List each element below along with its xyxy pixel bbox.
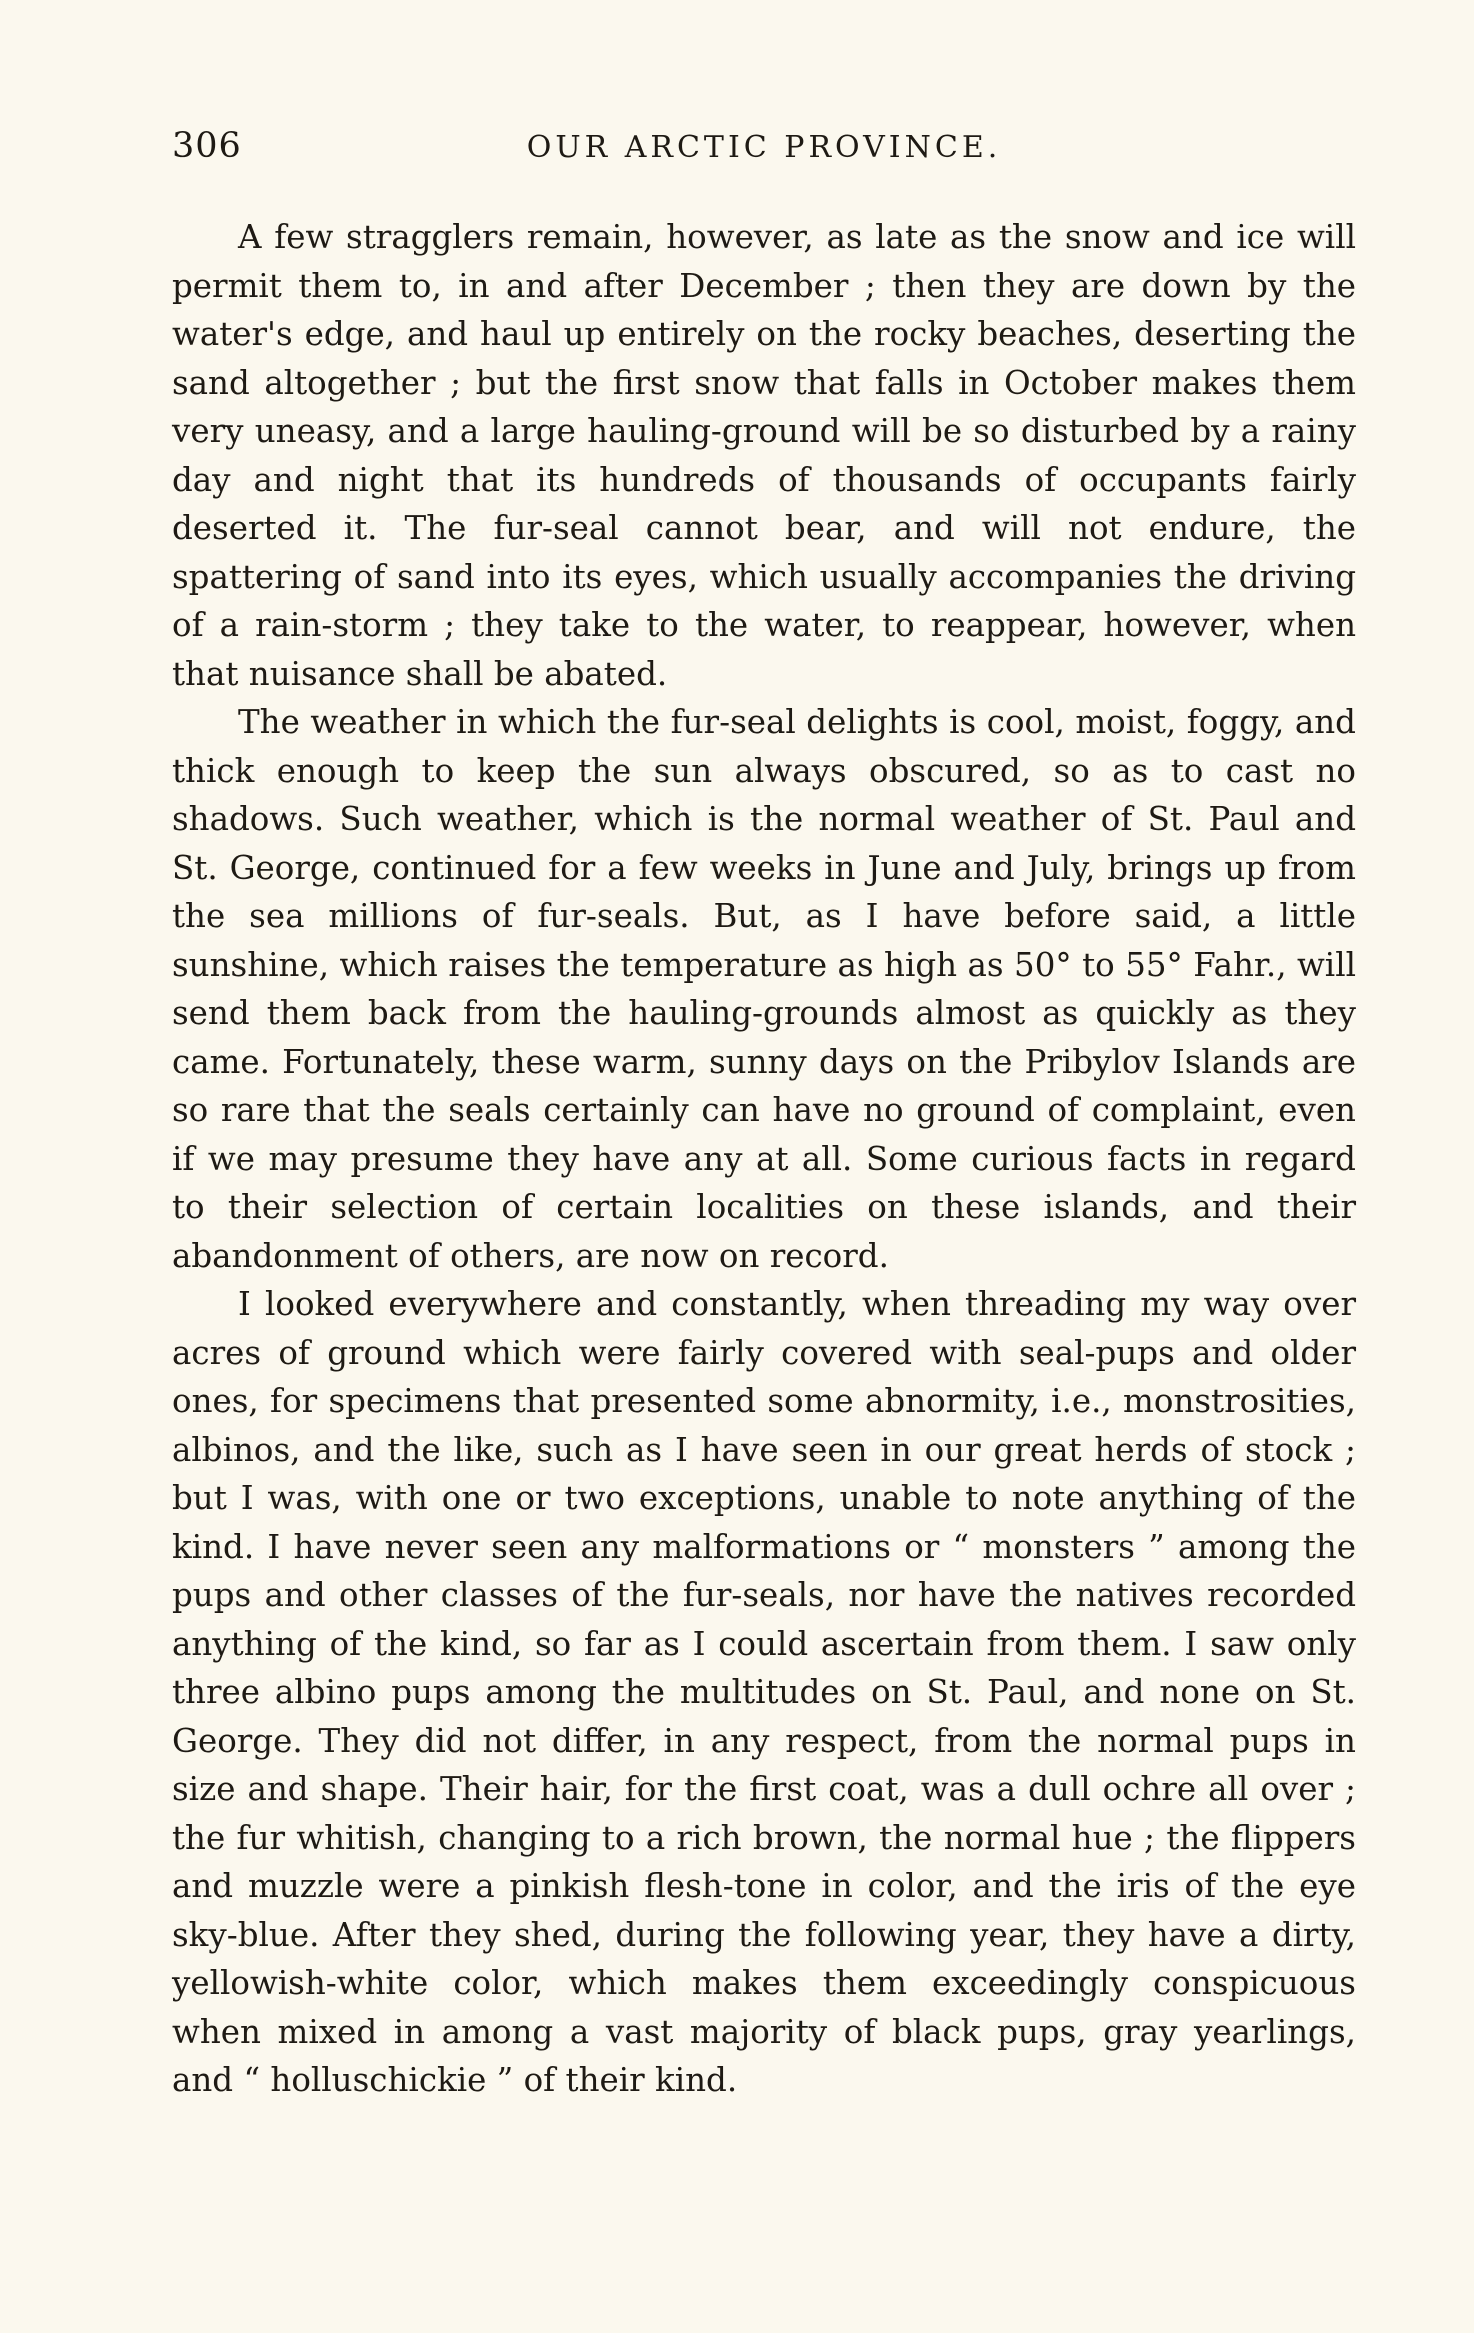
- running-head: [172, 126, 1356, 176]
- book-title: OUR ARCTIC PROVINCE.: [526, 130, 1002, 165]
- body-text: [172, 213, 1356, 2105]
- paragraph-stragglers: A few stragglers remain, however, as late as the snow and ice will permit them to, in and after December ; then they are down by the water's edge, and haul up entirely on the rocky beaches, deserting the sand altogether ; but the first snow that falls in October makes them very uneasy, and a large hauling-ground will be so disturbed by a rainy day and night that its hundreds of thousands of occupants fairly deserted it. The fur-seal cannot bear, and will not endure, the spattering of sand into its eyes, which usually accompanies the driving of a rain-storm ; they take to the water, to reappear, however, when that nuisance shall be abated.: [172, 218, 1356, 693]
- paragraph-albinos: I looked everywhere and constantly, when threading my way over acres of ground which were fairly covered with seal-pups and older ones, for specimens that presented some abnormity, i.e., monstrosities, albinos, and the like, such as I have seen in our great herds of stock ; but I was, with one or two exceptions, unable to note anything of the kind. I have never seen any malformations or “ monsters ” among the pups and other classes of the fur-seals, nor have the natives recorded anything of the kind, so far as I could ascertain from them. I saw only three albino pups among the multitudes on St. Paul, and none on St. George. They did not differ, in any respect, from the normal pups in size and shape. Their hair, for the first coat, was a dull ochre all over ; the fur whitish, changing to a rich brown, the normal hue ; the flippers and muzzle were a pinkish flesh-tone in color, and the iris of the eye sky-blue. After they shed, during the following year, they have a dirty, yellowish-white color, which makes them exceedingly conspicuous when mixed in among a vast majority of black pups, gray yearlings, and “ holluschickie ” of their kind.: [172, 1285, 1356, 2099]
- page-number: 306: [172, 126, 242, 166]
- paragraph-weather: The weather in which the fur-seal delights is cool, moist, foggy, and thick enough to keep the sun always obscured, so as to cast no shadows. Such weather, which is the normal weather of St. Paul and St. George, continued for a few weeks in June and July, brings up from the sea millions of fur-seals. But, as I have before said, a little sunshine, which raises the temperature as high as 50° to 55° Fahr., will send them back from the hauling-grounds almost as quickly as they came. Fortunately, these warm, sunny days on the Pribylov Islands are so rare that the seals certainly can have no ground of complaint, even if we may presume they have any at all. Some curious facts in regard to their selection of certain localities on these islands, and their abandonment of others, are now on record.: [172, 703, 1356, 1275]
